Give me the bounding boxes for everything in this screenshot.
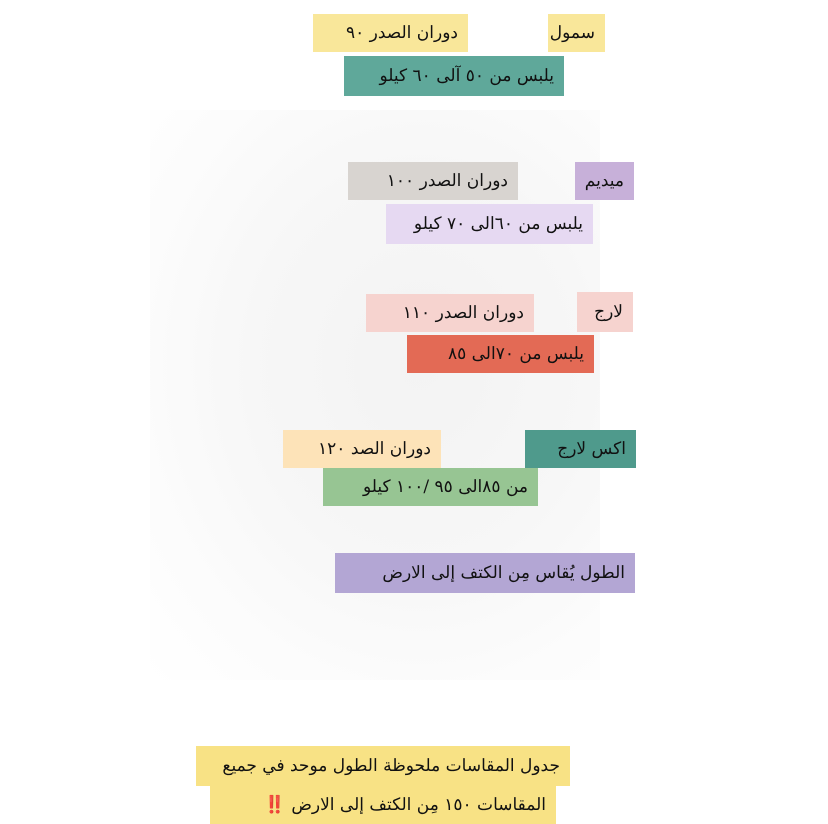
size-label-xlarge: اكس لارج [525,430,636,468]
footer-note-line1: جدول المقاسات ملحوظة الطول موحد في جميع [196,746,570,786]
chest-small: دوران الصدر ٩٠ [313,14,468,52]
length-note: الطول يُقاس مِن الكتف إلى الارض [335,553,635,593]
chest-large: دوران الصدر ١١٠ [366,294,534,332]
double-exclamation-icon: ‼️ [264,794,286,815]
footer-note-line2 [210,786,556,824]
footer-note-line2-text: المقاسات ١٥٠ مِن الكتف إلى الارض [291,794,546,815]
weight-small: يلبس من ٥٠ آلى ٦٠ كيلو [344,56,564,96]
weight-medium: يلبس من ٦٠الى ٧٠ كيلو [386,204,593,244]
weight-large: يلبس من ٧٠الى ٨٥ [407,335,594,373]
size-label-medium: ميديم [575,162,634,200]
size-label-large: لارج [577,292,633,332]
weight-xlarge: من ٨٥الى ٩٥ /١٠٠ كيلو [323,468,538,506]
chest-xlarge: دوران الصد ١٢٠ [283,430,441,468]
size-label-small: سمول [548,14,605,52]
chest-medium: دوران الصدر ١٠٠ [348,162,518,200]
